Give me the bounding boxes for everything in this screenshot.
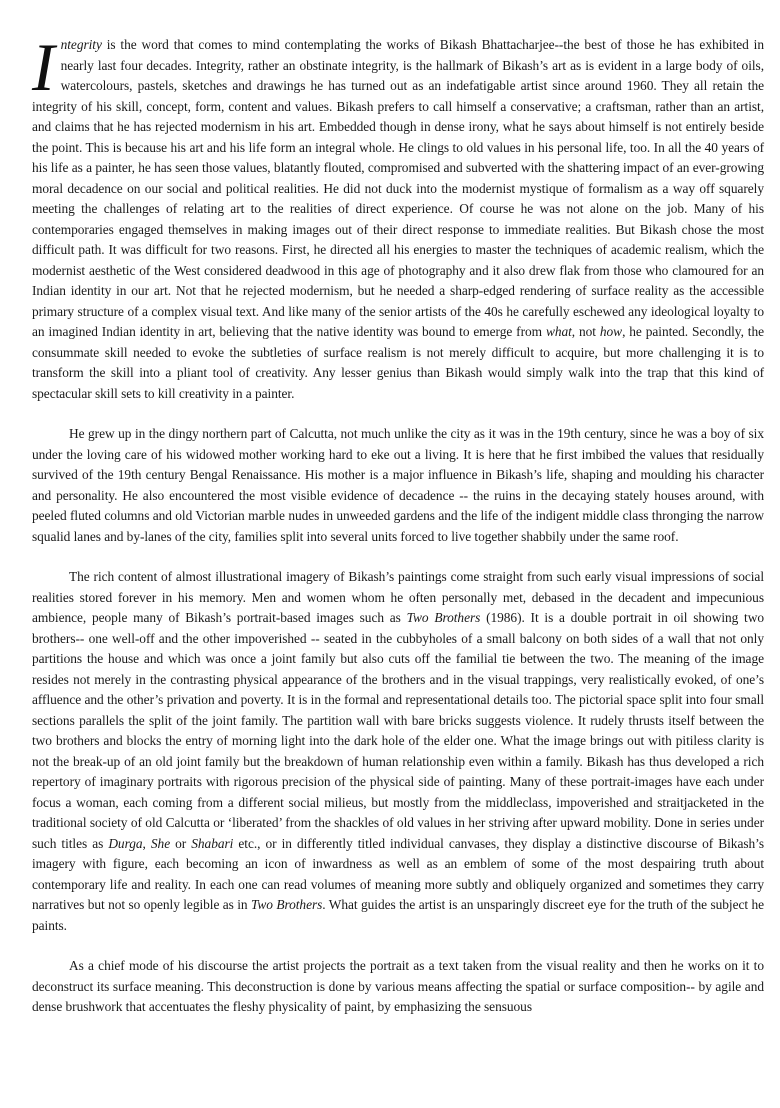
paragraph-3-text-d: or [170, 835, 192, 851]
paragraph-3-text-e: etc., or in differently titled individual canvases, they display a distinctive discourse of Bikash’s imagery with figure, each becoming an icon of inwardness as well as an emblem of some of the most despairing truth about contemporary life and reality. In each one can read volumes of meaning more subtly and obliquely organized and sometimes they carry narratives but not so openly legible as in [32, 835, 764, 912]
title-shabari: Shabari [191, 835, 234, 851]
paragraph-3 [32, 567, 764, 936]
paragraph-3-text-f: . What guides the artist is an unsparingly discreet eye for the truth of the subject he paints. [32, 897, 764, 933]
title-two-brothers: Two Brothers [406, 610, 481, 625]
paragraph-3-text-a: The rich content of almost illustrational imagery of Bikash’s paintings come straight from such early visual impressions of social realities stored forever in his memory. Men and women whom he often personally met, debased in the decadent and impecunious ambience, people many of Bikash’s portrait-based images such as [32, 569, 764, 625]
title-durga: Durga [108, 835, 143, 851]
emphasis-what: what [545, 324, 572, 339]
paragraph-1-text-c: , he painted. Secondly, the consummate skill needed to evoke the subtleties of surface realism is not merely difficult to acquire, but more challenging it is to transform the skill into a pliant tool of creativity. Any lesser genius than Bikash would simply walk into the trap that this kind of spectacular skill sets to kill creativity in a painter. [32, 324, 764, 401]
paragraph-2: He grew up in the dingy northern part of Calcutta, not much unlike the city as it was in the 19th century, since he was a boy of six under the loving care of his widowed mother working hard to eke out a living. It is here that he first imbibed the values that residually survived of the 19th century Bengal Renaissance. His mother is a major influence in Bikash’s life, shaping and moulding his character and personality. He also encountered the most visible evidence of decadence -- the ruins in the decaying stately houses around, with peeled fluted columns and old Victorian marble nudes in unweeded gardens and the life of the indigent middle class thronging the narrow squalid lanes and by-lanes of the city, families split into several units forced to live together shabbily under the same roof. [32, 426, 764, 544]
title-she: She [150, 835, 171, 851]
paragraph-3-text-c: , [142, 835, 151, 851]
lead-word: ntegrity [60, 37, 102, 52]
emphasis-how: how [599, 324, 623, 339]
paragraph-1-text-a: is the word that comes to mind contemplating the works of Bikash Bhattacharjee--the best of those he has exhibited in nearly last four decades. Integrity, rather an obstinate integrity, is the hallmark of Bikash’s art as is evident in a large body of oils, watercolours, pastels, sketches and drawings he has turned out as an indefatigable artist since around 1960. They all retain the integrity of his skill, concept, form, content and values. Bikash prefers to call himself a conservative; a craftsman, rather than an artist, and claims that he has rejected modernism in his art. Embedded though in dense irony, what he says about himself is not entirely beside the point. This is because his art and his life form an integral whole. He clings to old values in his personal life, too. In all the 40 years of his life as a painter, he has seen those values, blatantly flouted, compromised and subverted with the shattering impact of an ever-growing moral decadence on our social and political realities. He did not duck into the modernist mystique of formalism as a way off squarely meeting the challenges of relating art to the realities of direct experience. Of course he was not alone on the job. Many of his contemporaries engaged themselves in making images out of their direct response to immediate realities. But Bikash chose the most difficult path. It was difficult for two reasons. First, he directed all his energies to master the techniques of academic realism, which the modernist aesthetic of the West considered deadwood in this age of photography and it also drew flak from those who clamoured for an Indian identity in our art. Not that he rejected modernism, but he needed a sharp-edged rendering of surface reality as the accessible primary structure of a complex visual text. And like many of the senior artists of the 40s he carefully eschewed any ideological loyalty to an imagined Indian identity in art, believing that the native identity was bound to emerge from [32, 37, 764, 339]
paragraph-3-text-b: (1986). It is a double portrait in oil showing two brothers-- one well-off and the other impoverished -- seated in the cubbyholes of a small balcony on both sides of a wall that not only partitions the house and which was once a joint family but also cuts off the familial tie between the two. The meaning of the image resides not merely in the contrasting physical appearance of the brothers and in the visual trappings, very realistically evoked, of one’s affluence and the other’s privation and poverty. It is in the formal and representational details too. The pictorial space split into four small sections parallels the split of the joint family. The partition wall with bare bricks suggests violence. It rudely thrusts itself between the two brothers and blocks the entry of morning light into the dark hole of the elder one. What the image brings out with pitiless clarity is not the break-up of an old joint family but the breakdown of human relationship even within a family. Bikash has thus developed a rich repertory of imaginary portraits with rigorous precision of the physical side of painting. Many of these portrait-images have each under focus a woman, each coming from a different social milieus, but mostly from the middleclass, impoverished and straitjacketed in the traditional society of old Calcutta or ‘liberated’ from the shackles of old values in her striving after upward mobility. Done in series under such titles as [32, 610, 764, 851]
drop-cap: I [32, 29, 55, 105]
paragraph-4: As a chief mode of his discourse the artist projects the portrait as a text taken from the visual reality and then he works on it to deconstruct its surface meaning. This deconstruction is done by various means affecting the spatial or surface composition-- by agile and dense brushwork that accentuates the fleshy physicality of paint, by emphasizing the sensuous [32, 958, 764, 1014]
paragraph-1-text-b: , not [571, 324, 600, 339]
title-two-brothers-2: Two Brothers [250, 897, 323, 912]
paragraph-1 [32, 29, 764, 404]
